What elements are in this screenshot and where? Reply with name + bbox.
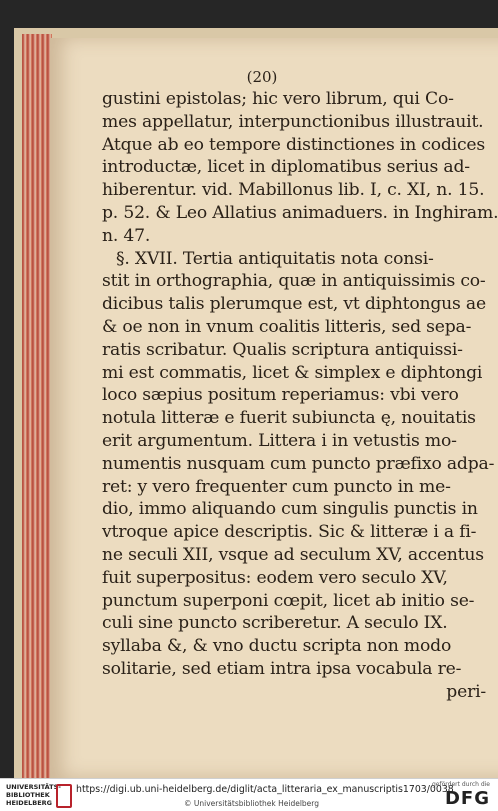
text-line: introductæ, licet in diplomatibus serius ad- (102, 157, 470, 178)
viewer-footer (0, 778, 498, 811)
text-line: Atque ab eo tempore distinctiones in codices (102, 134, 486, 155)
text-line: n. 47. (102, 225, 151, 246)
text-line: erit argumentum. Littera i in vetustis mo- (102, 430, 457, 451)
library-logo: UNIVERSITÄTS-BIBLIOTHEK HEIDELBERG (6, 783, 61, 807)
text-line: syllaba &, & vno ductu scripta non modo (102, 636, 452, 657)
dfg-logo: DFG (444, 788, 490, 809)
text-line: mi est commatis, licet & simplex e diphtongi (102, 362, 483, 383)
text-line: punctum superponi cœpit, licet ab initio se- (102, 590, 475, 611)
copyright-text: © Universitätsbibliothek Heidelberg (184, 799, 320, 808)
text-line: & oe non in vnum coalitis litteris, sed sepa- (102, 316, 472, 337)
text-line: hiberentur. vid. Mabillonus lib. I, c. XI, n. 15. (102, 180, 485, 201)
text-line: loco sæpius positum reperiamus: vbi vero (102, 385, 459, 406)
text-line: numentis nusquam cum puncto præfixo adpa- (102, 453, 495, 474)
text-line: ratis scribatur. Qualis scriptura antiquissi- (102, 339, 463, 360)
text-line: dicibus talis plerumque est, vt diphtongus ae (102, 294, 486, 315)
text-line: dio, immo aliquando cum singulis punctis in (102, 499, 478, 520)
text-line: culi sine puncto scriberetur. A seculo IX. (102, 613, 448, 634)
permalink-url[interactable]: https://digi.ub.uni-heidelberg.de/diglit/acta_litteraria_ex_manuscriptis1703/0038 (76, 784, 454, 795)
text-line: mes appellatur, interpunctionibus illustrauit. (102, 111, 484, 132)
text-line: gustini epistolas; hic vero librum, qui Co- (102, 89, 454, 109)
text-line: ne seculi XII, vsque ad seculum XV, accentus (102, 544, 484, 565)
page-stack (22, 34, 52, 778)
text-line: ret: y vero frequenter cum puncto in me- (102, 476, 451, 497)
text-line: vtroque apice descriptis. Sic & litteræ i a fi- (102, 522, 477, 543)
text-line: notula litteræ e fuerit subiuncta ę, nouitatis (102, 408, 476, 429)
ub-logo-icon (56, 784, 72, 808)
text-line: p. 52. & Leo Allatius animaduers. in Inghiram. (102, 202, 498, 223)
page-text (102, 66, 498, 704)
text-line: §. XVII. Tertia antiquitatis nota consi- (116, 248, 434, 269)
text-line: fuit superpositus: eodem vero seculo XV, (102, 567, 448, 588)
funder-label: gefördert durch die (432, 781, 490, 788)
text-line: solitarie, sed etiam intra ipsa vocabula re- (102, 658, 462, 679)
catchword: peri- (446, 681, 486, 702)
text-line: stit in orthographia, quæ in antiquissimis co- (102, 271, 486, 292)
page-header: (20) (246, 68, 278, 86)
